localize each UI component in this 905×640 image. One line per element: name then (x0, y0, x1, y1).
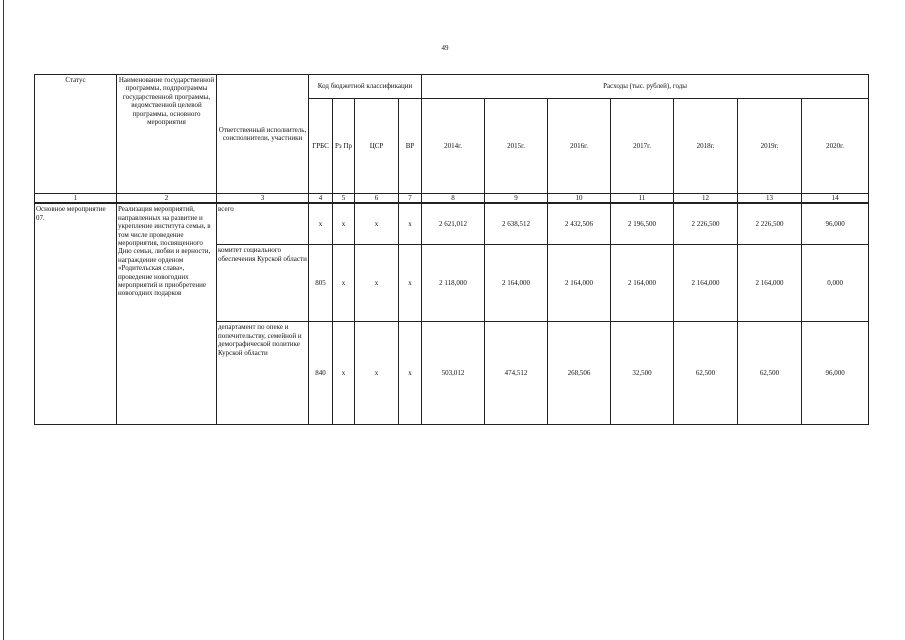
csr-cell: х (355, 322, 399, 425)
column-number: 14 (802, 194, 869, 204)
activity-name: Реализация мероприятий, направленных на развитие и укрепление института семьи, в том числе проведение мероприятия, посвященного Дню семьи, любви и верности, награждение орденом «Родительская слава», проведение новогодних мероприятий и приобретение новогодних подарков (117, 203, 217, 425)
header-year-2016: 2016г. (548, 99, 611, 194)
value-2016: 2 164,000 (548, 245, 611, 322)
column-number: 10 (548, 194, 611, 204)
header-grbs: ГРБС (309, 99, 333, 194)
value-2015: 2 164,000 (485, 245, 548, 322)
value-2015: 474,512 (485, 322, 548, 425)
header-expenses: Расходы (тыс. рублей), годы (422, 75, 869, 99)
header-year-2018: 2018г. (674, 99, 738, 194)
value-2019: 2 164,000 (738, 245, 802, 322)
rzpr-cell: х (333, 203, 355, 245)
column-number: 4 (309, 194, 333, 204)
grbs-cell: х (309, 203, 333, 245)
rzpr-cell: х (333, 322, 355, 425)
grbs-cell: 805 (309, 245, 333, 322)
vr-cell: х (399, 203, 422, 245)
value-2016: 268,506 (548, 322, 611, 425)
vr-cell: х (399, 245, 422, 322)
csr-cell: х (355, 245, 399, 322)
vr-cell: х (399, 322, 422, 425)
column-number: 8 (422, 194, 485, 204)
value-2018: 62,500 (674, 322, 738, 425)
column-number: 11 (611, 194, 674, 204)
value-2014: 2 118,000 (422, 245, 485, 322)
column-number: 1 (35, 194, 117, 204)
page-edge-line (3, 0, 4, 640)
header-csr: ЦСР (355, 99, 399, 194)
activity-status: Основное мероприятие 07. (35, 203, 117, 425)
csr-cell: х (355, 203, 399, 245)
value-2018: 2 226,500 (674, 203, 738, 245)
header-executor: Ответственный исполнитель, соисполнители, участники (217, 75, 309, 194)
column-number: 6 (355, 194, 399, 204)
value-2017: 32,500 (611, 322, 674, 425)
column-number: 7 (399, 194, 422, 204)
executor-cell: всего (217, 203, 309, 245)
header-vr: ВР (399, 99, 422, 194)
value-2019: 2 226,500 (738, 203, 802, 245)
value-2015: 2 638,512 (485, 203, 548, 245)
value-2019: 62,500 (738, 322, 802, 425)
value-2020: 96,000 (802, 322, 869, 425)
column-number: 9 (485, 194, 548, 204)
value-2017: 2 196,500 (611, 203, 674, 245)
page-number: 49 (441, 44, 449, 52)
column-number: 13 (738, 194, 802, 204)
column-number: 3 (217, 194, 309, 204)
executor-cell: департамент по опеке и попечительству, семейной и демографической политике Курской области (217, 322, 309, 425)
header-rzpr: Рз Пр (333, 99, 355, 194)
value-2014: 2 621,012 (422, 203, 485, 245)
value-2016: 2 432,506 (548, 203, 611, 245)
header-name: Наименование государственной программы, подпрограммы государственной программы, ведомственной целевой программы, основного мероприятия (117, 75, 217, 194)
header-budget-code: Код бюджетной классификации (309, 75, 422, 99)
column-number: 12 (674, 194, 738, 204)
table-row-total (35, 203, 869, 245)
header-year-2015: 2015г. (485, 99, 548, 194)
rzpr-cell: х (333, 245, 355, 322)
executor-cell: комитет социального обеспечения Курской области (217, 245, 309, 322)
column-number: 2 (117, 194, 217, 204)
value-2017: 2 164,000 (611, 245, 674, 322)
header-year-2017: 2017г. (611, 99, 674, 194)
value-2018: 2 164,000 (674, 245, 738, 322)
column-number: 5 (333, 194, 355, 204)
value-2020: 96,000 (802, 203, 869, 245)
header-year-2019: 2019г. (738, 99, 802, 194)
header-status: Статус (35, 75, 117, 194)
header-year-2014: 2014г. (422, 99, 485, 194)
header-year-2020: 2020г. (802, 99, 869, 194)
grbs-cell: 840 (309, 322, 333, 425)
value-2020: 0,000 (802, 245, 869, 322)
value-2014: 503,012 (422, 322, 485, 425)
budget-table (34, 74, 869, 425)
